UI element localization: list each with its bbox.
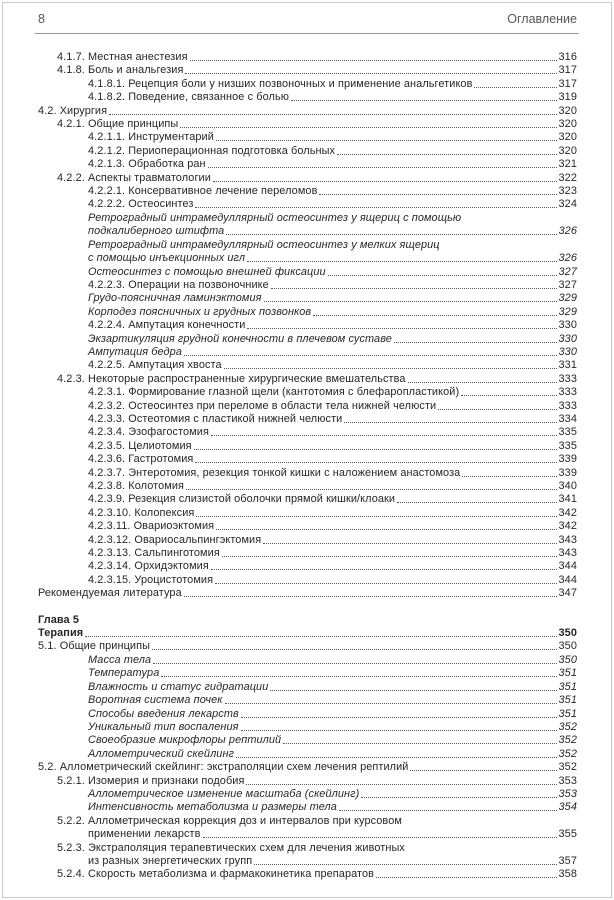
toc-entry-text: 4.2.2. Аспекты травматологии — [57, 171, 211, 184]
toc-entry-text: 4.2.3.7. Энтеротомия, резекция тонкой кишки с наложением анастомоза — [88, 466, 461, 479]
toc-entry — [38, 306, 577, 319]
toc-entry — [38, 734, 577, 747]
dot-leader — [410, 761, 556, 771]
toc-page-number: 351 — [558, 680, 577, 693]
dot-leader — [152, 640, 556, 650]
toc-entry — [38, 654, 577, 667]
toc-entry — [38, 105, 577, 118]
toc-page-number: 330 — [558, 345, 577, 358]
toc-entry-text: 4.2.3.6. Гастротомия — [88, 453, 194, 466]
dot-leader — [247, 319, 556, 329]
toc-entry — [38, 292, 577, 305]
toc-entry — [38, 775, 577, 788]
toc-entry-text: 5.2.1. Изомерия и признаки подобия — [57, 774, 245, 787]
dot-leader — [291, 91, 557, 101]
toc-entry-text: применении лекарств — [88, 828, 201, 841]
dot-leader — [397, 493, 556, 503]
toc-entry-text: 4.2.2.1. Консервативное лечение переломов — [88, 185, 318, 198]
toc-entry — [38, 333, 577, 346]
header-rule — [35, 33, 579, 34]
toc-entry-text: 4.2.1.3. Обработка ран — [88, 158, 206, 171]
toc-entry-text: 4.2.3.14. Орхидэктомия — [88, 560, 209, 573]
toc-page-number: 350 — [558, 627, 577, 640]
toc-entry-text: Влажность и статус гидратации — [88, 680, 269, 693]
toc-entry — [38, 198, 577, 211]
toc-entry — [38, 708, 577, 721]
dot-leader — [203, 828, 557, 838]
toc-entry — [38, 185, 577, 198]
toc-page-number: 324 — [558, 198, 577, 211]
toc-page-number: 322 — [558, 171, 577, 184]
toc-entry-text: 4.2.1.2. Периоперационная подготовка больных — [88, 144, 336, 157]
toc-page-number: 320 — [558, 144, 577, 157]
toc-page-number: 326 — [558, 252, 577, 265]
toc-page-number: 334 — [558, 412, 577, 425]
dot-leader — [313, 306, 556, 316]
dot-leader — [161, 667, 556, 677]
toc-page-number: 329 — [558, 305, 577, 318]
toc-page-number: 353 — [558, 787, 577, 800]
toc-page-number: 330 — [558, 319, 577, 332]
toc-entry — [38, 761, 577, 774]
toc-entry-text: 4.2.3.15. Уроцистотомия — [88, 573, 214, 586]
toc-entry — [38, 560, 577, 573]
toc-entry-text: подкалиберного штифта — [88, 225, 225, 238]
toc-entry-text: Аллометрический скейлинг — [88, 747, 235, 760]
toc-page-number: 358 — [558, 868, 577, 881]
toc-page-number: 335 — [558, 439, 577, 452]
toc-entry — [38, 373, 577, 386]
toc-page-number: 320 — [558, 118, 577, 131]
toc-entry-text: 4.2.2.2. Остеосинтез — [88, 198, 194, 211]
toc-entry-text: Температура — [88, 667, 160, 680]
toc-entry — [38, 266, 577, 279]
toc-entry-text: Корподез поясничных и грудных позвонков — [88, 305, 312, 318]
dot-leader — [195, 453, 556, 463]
toc-entry — [38, 51, 577, 64]
toc-entry-text: 4.1.7. Местная анестезия — [57, 51, 188, 63]
toc-page-number: 357 — [558, 854, 577, 867]
dot-leader — [190, 51, 557, 61]
toc-page-number: 352 — [558, 747, 577, 760]
toc-entry-text: 4.2.3.11. Овариоэктомия — [88, 520, 215, 533]
toc-entry-text: 4.1.8.2. Поведение, связанное с болью — [88, 91, 289, 104]
toc-entry — [38, 413, 577, 426]
toc-page-number: 343 — [558, 533, 577, 546]
dot-leader — [241, 721, 557, 731]
toc-entry-text: Ретроградный интрамедуллярный остеосинтез у ящериц с помощью — [88, 211, 462, 224]
toc-page-number: 319 — [558, 91, 577, 104]
toc-page-number: 316 — [558, 51, 577, 63]
toc-page-number: 323 — [558, 185, 577, 198]
toc-entry — [38, 587, 577, 600]
dot-leader — [462, 467, 556, 477]
toc-entry-text: 4.2.3.3. Остеотомия с пластикой нижней челюсти — [88, 412, 343, 425]
dot-leader — [153, 654, 556, 664]
dot-leader — [263, 534, 556, 544]
toc-entry — [38, 453, 577, 466]
toc-page-number: 350 — [558, 640, 577, 653]
toc-entry — [38, 239, 577, 266]
dot-leader — [394, 333, 557, 343]
toc-entry — [38, 212, 577, 239]
toc-entry — [38, 64, 577, 77]
toc-entry — [38, 868, 577, 881]
toc-entry — [38, 426, 577, 439]
toc-entry — [38, 520, 577, 533]
toc-entry — [38, 681, 577, 694]
toc-entry-text: 4.2.3.9. Резекция слизистой оболочки прямой кишки/клоаки — [88, 493, 396, 506]
toc-entry-text: 4.1.8.1. Рецепция боли у низших позвоночных и применение анальгетиков — [88, 77, 473, 90]
toc-page-number: 333 — [558, 386, 577, 399]
toc-entry-text: 4.2.2.4. Ампутация конечности — [88, 319, 246, 332]
toc-entry-text: Экзартикуляция грудной конечности в плечевом суставе — [88, 332, 392, 345]
toc-page-number: 353 — [558, 774, 577, 787]
toc-entry — [38, 547, 577, 560]
toc-entry-text: Способы введения лекарств — [88, 707, 239, 720]
toc-entry — [38, 614, 577, 627]
dot-leader — [283, 734, 556, 744]
toc-entry-text: из разных энергетических групп — [88, 854, 253, 867]
toc-entry — [38, 400, 577, 413]
toc-entry-text: 4.2.3.10. Колопексия — [88, 506, 195, 519]
toc-entry — [38, 467, 577, 480]
toc-page-number: 350 — [558, 653, 577, 666]
toc-page-number: 344 — [558, 560, 577, 573]
toc-entry-text: 4.2.3.13. Сальпинготомия — [88, 547, 220, 560]
toc-entry — [38, 279, 577, 292]
toc-entry-text: 5.2.2. Аллометрическая коррекция доз и интервалов при курсовом — [57, 814, 402, 827]
dot-leader — [186, 480, 557, 490]
toc-page-number: 327 — [558, 265, 577, 278]
toc-entry-text: 4.1.8. Боль и анальгезия — [57, 64, 184, 77]
dot-leader — [246, 775, 556, 785]
dot-leader — [211, 560, 557, 570]
toc-entry-text: Масса тела — [88, 653, 152, 666]
toc-entry — [38, 319, 577, 332]
toc-entry-text: 4.2.3.1. Формирование глазной щели (кантотомия с блефаропластикой) — [88, 386, 460, 399]
toc-entry — [38, 788, 577, 801]
toc-page-number: 354 — [558, 801, 577, 814]
toc-entry-text: Воротная система почек — [88, 694, 223, 707]
dot-leader — [236, 748, 556, 758]
toc-entry — [38, 440, 577, 453]
toc-entry-text: 4.2.3.5. Целиотомия — [88, 439, 192, 452]
toc-page-number: 320 — [558, 104, 577, 117]
toc-entry-text: 4.2.1. Общие принципы — [57, 118, 179, 131]
dot-leader — [224, 359, 557, 369]
dot-leader — [208, 158, 557, 168]
toc-entry-text: Уникальный тип воспаления — [88, 720, 239, 733]
toc-entry-text: 4.2.3.8. Колотомия — [88, 480, 185, 492]
toc-entry — [38, 815, 577, 842]
dot-leader — [185, 64, 556, 74]
toc-page-number: 317 — [558, 77, 577, 90]
toc-page-number: 317 — [558, 64, 577, 77]
toc-entry — [38, 386, 577, 399]
toc-page-number: 343 — [558, 547, 577, 560]
toc-entry-text: Грудо-поясничная ламинэктомия — [88, 292, 262, 305]
toc-page-number: 342 — [558, 520, 577, 533]
dot-leader — [216, 520, 556, 530]
toc-entry-text: Глава 5 — [38, 613, 79, 626]
toc-page-number: 351 — [558, 707, 577, 720]
page-header — [38, 12, 577, 26]
toc-entry-text: Остеосинтез с помощью внешней фиксации — [88, 265, 326, 278]
dot-leader — [339, 801, 557, 811]
toc-entry — [38, 493, 577, 506]
dot-leader — [211, 426, 557, 436]
toc-page-number: 342 — [558, 506, 577, 519]
toc-entry-text: 4.2.2.3. Операции на позвоночнике — [88, 278, 269, 291]
toc-entry — [38, 118, 577, 131]
toc-entry-text: 4.2.3.4. Эзофагостомия — [88, 426, 209, 439]
toc-list — [38, 51, 577, 882]
dot-leader — [184, 346, 557, 356]
toc-entry-text: 4.2.1.1. Инструментарий — [88, 131, 214, 144]
dot-leader — [226, 225, 556, 235]
toc-entry — [38, 91, 577, 104]
toc-entry — [38, 346, 577, 359]
toc-entry — [38, 507, 577, 520]
toc-entry — [38, 748, 577, 761]
toc-entry — [38, 801, 577, 814]
dot-leader — [184, 587, 557, 597]
toc-entry-text: Терапия — [38, 627, 84, 640]
toc-page-number: 339 — [558, 466, 577, 479]
toc-entry — [38, 574, 577, 587]
dot-leader — [216, 131, 557, 141]
toc-entry — [38, 172, 577, 185]
toc-entry-text: 5.1. Общие принципы — [38, 640, 151, 653]
dot-leader — [337, 145, 556, 155]
dot-leader — [213, 172, 557, 182]
dot-leader — [474, 78, 556, 88]
dot-leader — [85, 627, 556, 637]
toc-page-number: 335 — [558, 426, 577, 439]
dot-leader — [361, 788, 556, 798]
toc-page-number: 320 — [558, 131, 577, 144]
toc-entry — [38, 534, 577, 547]
toc-page-number: 333 — [558, 399, 577, 412]
dot-leader — [225, 694, 557, 704]
toc-page-number: 352 — [558, 720, 577, 733]
dot-leader — [254, 855, 556, 865]
dot-leader — [195, 198, 556, 208]
dot-leader — [461, 386, 556, 396]
toc-page-number: 326 — [558, 225, 577, 238]
dot-leader — [241, 708, 557, 718]
dot-leader — [438, 400, 556, 410]
toc-page-number: 352 — [558, 734, 577, 747]
toc-page-number: 344 — [558, 573, 577, 586]
dot-leader — [344, 413, 556, 423]
dot-leader — [408, 373, 557, 383]
toc-page-number: 330 — [558, 332, 577, 345]
toc-entry — [38, 145, 577, 158]
toc-entry-text: 5.2. Аллометрический скейлинг: экстраполяции схем лечения рептилий — [38, 761, 409, 774]
toc-entry — [38, 667, 577, 680]
toc-entry-text: Своеобразие микрофлоры рептилий — [88, 734, 282, 747]
toc-entry-text: Интенсивность метаболизма и размеры тела — [88, 801, 337, 814]
toc-page-number: 355 — [558, 828, 577, 841]
toc-entry-text: Ретроградный интрамедуллярный остеосинтез у мелких ящериц — [88, 238, 440, 251]
dot-leader — [247, 252, 556, 262]
dot-leader — [264, 292, 557, 302]
toc-page-number: 347 — [558, 587, 577, 600]
toc-page-number: 340 — [558, 480, 577, 492]
dot-leader — [328, 266, 557, 276]
toc-entry — [38, 131, 577, 144]
toc-entry-text: Рекомендуемая литература — [38, 587, 182, 600]
toc-entry — [38, 721, 577, 734]
toc-entry-text: 4.2.3.12. Овариосальпингэктомия — [88, 533, 262, 546]
toc-page-number: 321 — [558, 158, 577, 171]
toc-entry-text: Аллометрическое изменение масштаба (скейлинг) — [88, 787, 360, 800]
dot-leader — [196, 507, 556, 517]
dot-leader — [194, 440, 557, 450]
toc-entry-text: 5.2.3. Экстраполяция терапевтических схем для лечения животных — [57, 841, 405, 854]
toc-entry-text: 5.2.4. Скорость метаболизма и фармакокинетика препаратов — [57, 868, 375, 881]
toc-entry — [38, 627, 577, 640]
toc-page-number: 339 — [558, 453, 577, 466]
dot-leader — [376, 868, 556, 878]
toc-entry — [38, 480, 577, 493]
toc-entry — [38, 78, 577, 91]
dot-leader — [222, 547, 557, 557]
toc-entry — [38, 640, 577, 653]
toc-page-number: 329 — [558, 292, 577, 305]
toc-entry-text: Ампутация бедра — [88, 345, 182, 358]
toc-entry-text: 4.2.2.5. Ампутация хвоста — [88, 359, 222, 372]
toc-page-number: 352 — [558, 761, 577, 774]
dot-leader — [271, 279, 557, 289]
toc-page-number: 341 — [558, 493, 577, 506]
dot-leader — [109, 105, 556, 115]
toc-page-number: 331 — [558, 359, 577, 372]
header-title: Оглавление — [507, 12, 577, 26]
toc-entry-text: 4.2. Хирургия — [38, 104, 108, 117]
toc-entry-text: с помощью инъекционных игл — [88, 252, 246, 265]
toc-entry — [38, 842, 577, 869]
page-number: 8 — [38, 12, 45, 26]
toc-entry-text: 4.2.3. Некоторые распространенные хирургические вмешательства — [57, 372, 406, 385]
toc-entry-text: 4.2.3.2. Остеосинтез при переломе в области тела нижней челюсти — [88, 399, 437, 412]
dot-leader — [180, 118, 556, 128]
dot-leader — [270, 681, 556, 691]
dot-leader — [215, 574, 556, 584]
toc-page-number: 333 — [558, 372, 577, 385]
toc-entry — [38, 694, 577, 707]
toc-entry — [38, 158, 577, 171]
toc-entry — [38, 359, 577, 372]
toc-page-number: 351 — [558, 667, 577, 680]
toc-page-number: 351 — [558, 694, 577, 707]
toc-page-number: 327 — [558, 278, 577, 291]
dot-leader — [319, 185, 556, 195]
